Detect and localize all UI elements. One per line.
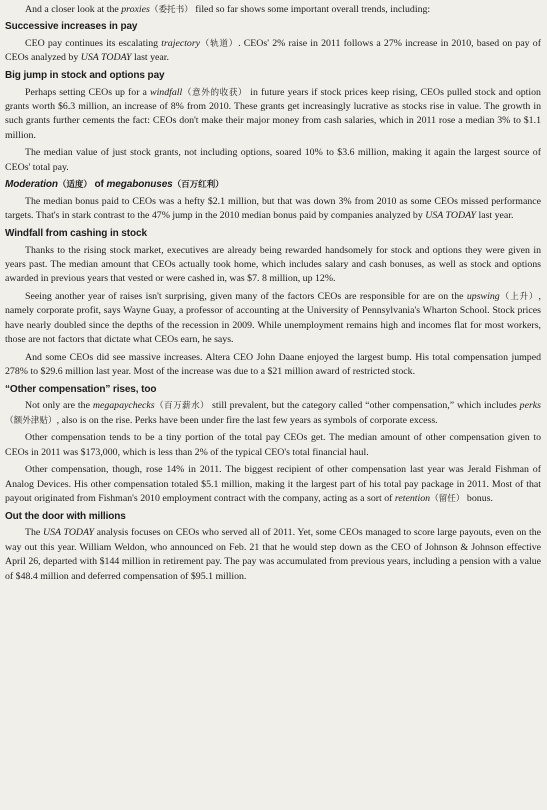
text-run: The median bonus paid to CEOs was a hefty $2.1 million, but that was down 3% from 2010 as some CEOs missed performance targets. That's in stark contrast to the 47% jump in the 2010 median bonus paid by companies analyzed by xyxy=(5,196,541,222)
chinese-gloss: （百万红利） xyxy=(172,180,224,191)
italic-term: megapaychecks xyxy=(92,400,155,412)
body-paragraph xyxy=(5,86,541,144)
italic-term: proxies xyxy=(121,4,150,15)
section-big-jump xyxy=(5,69,541,175)
section-windfall-cashing xyxy=(5,227,541,380)
body-paragraph xyxy=(5,195,541,224)
text-run: in future years if stock prices keep rising, CEOs pulled stock and option grants worth $6.3 million, an increase of 8% from 2010. These grants get increasingly lucrative as stocks rise in value. The growth in such grants further cements the fact: CEOs don't make their major money from cash salaries, which in 2011 rose a median 3% to $1.1 million. xyxy=(5,86,541,141)
text-run: bonus. xyxy=(464,493,493,505)
italic-term: upswing xyxy=(466,291,500,302)
text-run: Perhaps setting CEOs up for a xyxy=(25,86,150,98)
chinese-gloss: （轨道） xyxy=(200,39,239,49)
body-paragraph xyxy=(5,526,541,584)
section-heading xyxy=(5,69,541,84)
text-run: Not only are the xyxy=(25,400,93,412)
chinese-gloss: （上升） xyxy=(499,292,539,302)
text-run: of xyxy=(91,179,107,191)
text-run: last year. xyxy=(476,210,514,222)
text-run: analysis focuses on CEOs who served all of 2011. Yet, some CEOs managed to score large payouts, even on the way out this year. William Weldon, who announced on Feb. 21 that he would step down as the CEO of Johnson & Johnson effective April 26, departed with $144 million in retirement pay. The pay was accumulated from previous years, including a pension with a value of $48.4 million and deferred compensation of $95.1 million. xyxy=(5,527,542,582)
text-run: , also is on the rise. Perks have been under fire the last few years as symbols of corporate excess. xyxy=(56,414,438,426)
section-out-the-door xyxy=(5,510,541,584)
text-run: last year. xyxy=(131,52,169,64)
section-heading xyxy=(5,178,541,193)
body-paragraph xyxy=(5,146,541,175)
chinese-gloss: （留任） xyxy=(430,494,465,505)
chinese-gloss: （适度） xyxy=(57,180,92,191)
body-paragraph xyxy=(5,290,541,348)
italic-term: windfall xyxy=(150,86,183,98)
italic-term: USA TODAY xyxy=(80,52,132,64)
body-paragraph xyxy=(5,244,541,287)
text-run: Other compensation, though, rose 14% in 2011. The biggest recipient of other compensation last year was Jerald Fishman of Analog Devices. His other compensation totaled $5.1 million, making it the largest part of his total pay package in 2011. Most of that payout originated from Fishman's 2010 employment contract with the company, acting as a sort of xyxy=(5,464,541,505)
chinese-gloss: （额外津贴） xyxy=(5,415,57,426)
section-other-compensation xyxy=(5,383,541,507)
chinese-gloss: （百万薪水） xyxy=(154,401,210,412)
text-run: Out the door with millions xyxy=(5,510,126,522)
italic-term: USA TODAY xyxy=(425,210,477,222)
text-run: , namely corporate profit, says Wayne Guay, a professor of accounting at the University of Pennsylvania's Wharton School. Stock prices have nearly doubled since the depths of the recession in 2009. While unemployment remains high and incomes flat for most workers, those are not factors that dictate what CEOs earn, he says. xyxy=(5,291,541,346)
body-paragraph xyxy=(5,399,541,428)
section-moderation xyxy=(5,178,541,223)
text-run: still prevalent, but the category called “other compensation,” which includes xyxy=(209,400,520,412)
section-heading xyxy=(5,383,541,398)
body-paragraph xyxy=(5,431,541,460)
chinese-gloss: （委托书） xyxy=(149,5,193,15)
text-run: filed so far shows some important overall trends, including: xyxy=(192,4,431,15)
italic-term: perks xyxy=(519,400,541,412)
text-run: CEO pay continues its escalating xyxy=(25,38,162,49)
section-heading xyxy=(5,227,541,242)
text-run: “Other compensation” rises, too xyxy=(5,383,157,395)
body-paragraph xyxy=(5,463,541,506)
text-run: The median value of just stock grants, not including options, soared 10% to $3.6 million, making it again the largest source of CEOs' total pay. xyxy=(5,147,541,173)
text-run: Other compensation tends to be a tiny portion of the total pay CEOs get. The median amount of other compensation given to CEOs in 2011 was $173,000, which is less than 2% of the typical CEO's total financial haul. xyxy=(5,432,541,458)
text-run: . CEOs' 2% raise in 2011 follows a 27% increase in 2010, based on pay of CEOs analyzed by xyxy=(5,38,541,64)
section-heading xyxy=(5,20,541,35)
italic-term: megabonuses xyxy=(106,179,173,191)
text-run: And a closer look at the xyxy=(25,4,122,15)
text-run: And some CEOs did see massive increases. Altera CEO John Daane enjoyed the largest bump. His total compensation jumped 278% to $29.6 million last year. Most of the increase was due to a $21 million award of restricted stock. xyxy=(5,351,541,378)
body-paragraph xyxy=(5,37,541,66)
section-successive-increases xyxy=(5,20,541,65)
section-heading xyxy=(5,510,541,525)
text-run: Windfall from cashing in stock xyxy=(5,228,147,239)
italic-term: USA TODAY xyxy=(42,527,94,539)
italic-term: Moderation xyxy=(5,179,58,191)
text-run: Thanks to the rising stock market, executives are already being rewarded handsomely for stock and options they were given in years past. The median amount that CEOs actually took home, which includes salary and cash bonuses, as well as stock and options awarded in previous years that vested or were cashed in, was $7. 8 million, up 12%. xyxy=(5,244,541,285)
italic-term: trajectory xyxy=(161,38,201,49)
body-paragraph xyxy=(5,351,541,380)
text-run: Seeing another year of raises isn't surprising, given many of the factors CEOs are responsible for are on the xyxy=(25,291,467,302)
text-run: Big jump in stock and options pay xyxy=(5,70,165,81)
text-run: Successive increases in pay xyxy=(5,21,138,33)
intro-paragraph xyxy=(5,3,541,17)
chinese-gloss: （意外的收获） xyxy=(182,87,248,98)
text-run: The xyxy=(25,527,43,539)
italic-term: retention xyxy=(394,493,431,505)
